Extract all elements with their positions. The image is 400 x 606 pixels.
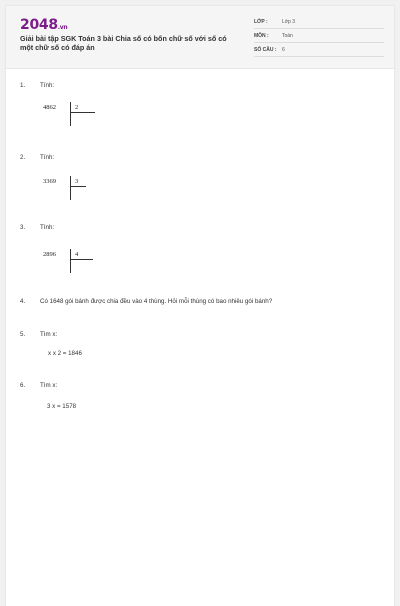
- document-title: Giải bài tập SGK Toán 3 bài Chia số có bốn chữ số với số có một chữ số có đáp án: [20, 34, 227, 52]
- question-text: Tìm x:: [40, 331, 58, 338]
- meta-row-class: [254, 16, 384, 29]
- worksheet-header: [6, 6, 394, 69]
- long-division-1: [43, 102, 103, 132]
- meta-label: LỚP :: [254, 19, 268, 25]
- dividend: 2896: [43, 251, 56, 258]
- meta-row-question-count: [254, 44, 384, 57]
- worksheet-page: [6, 6, 394, 606]
- logo-main-text: 2048: [20, 17, 58, 33]
- question-text: Tính:: [40, 224, 55, 231]
- divisor: 4: [75, 251, 79, 258]
- dividend: 3369: [43, 178, 56, 185]
- question-text: Tính:: [40, 82, 55, 89]
- division-horizontal-line: [70, 259, 93, 260]
- question-text: Tìm x:: [40, 382, 58, 389]
- division-vertical-line: [70, 102, 71, 126]
- meta-value: 6: [282, 47, 285, 53]
- question-text: Tính:: [40, 154, 55, 161]
- division-vertical-line: [70, 176, 71, 200]
- meta-label: MÔN :: [254, 33, 269, 39]
- logo-suffix-text: .vn: [57, 24, 68, 31]
- question-text: Có 1648 gói bánh được chia đều vào 4 thùng. Hỏi mỗi thùng có bao nhiêu gói bánh?: [40, 298, 273, 305]
- question-number: 5.: [20, 331, 26, 338]
- division-vertical-line: [70, 249, 71, 273]
- question-number: 4.: [20, 298, 26, 305]
- equation-6: 3 x = 1578: [47, 403, 77, 410]
- question-number: 3.: [20, 224, 26, 231]
- meta-value: Toán: [282, 33, 293, 39]
- meta-row-subject: [254, 30, 384, 43]
- meta-label: SỐ CÂU :: [254, 47, 277, 53]
- long-division-2: [43, 176, 103, 206]
- divisor: 3: [75, 178, 79, 185]
- question-number: 2.: [20, 154, 26, 161]
- site-logo[interactable]: [20, 17, 67, 33]
- meta-value: Lớp 3: [282, 19, 296, 25]
- long-division-3: [43, 249, 103, 279]
- question-number: 1.: [20, 82, 26, 89]
- question-number: 6.: [20, 382, 26, 389]
- equation-5: x x 2 = 1846: [48, 350, 82, 357]
- division-horizontal-line: [70, 112, 95, 113]
- divisor: 2: [75, 104, 79, 111]
- division-horizontal-line: [70, 186, 86, 187]
- dividend: 4862: [43, 104, 56, 111]
